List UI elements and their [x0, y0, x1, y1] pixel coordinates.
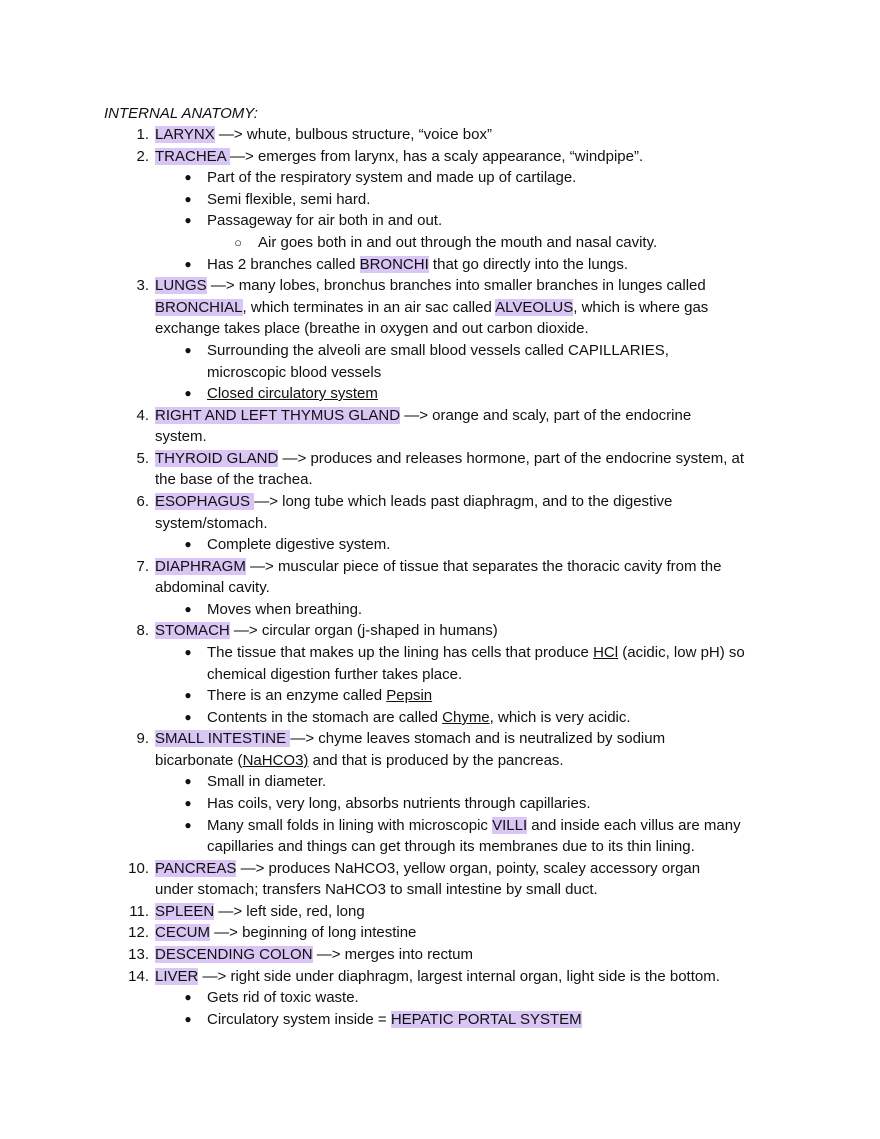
bullet-text-continuation: microscopic blood vessels	[207, 364, 382, 381]
bullet-icon: ●	[184, 386, 192, 400]
bullet-text	[207, 642, 745, 664]
bullet-icon: ●	[184, 602, 192, 616]
highlighted-term: BRONCHI	[359, 256, 429, 273]
text-span: , which is where gas	[573, 299, 709, 316]
list-number: 10.	[128, 860, 149, 877]
bullet-icon: ●	[184, 1012, 192, 1026]
bullet-text: Part of the respiratory system and made up of cartilage.	[207, 169, 577, 186]
bullet-text	[207, 815, 741, 837]
item-text: —> left side, red, long	[214, 903, 365, 920]
item-text: —> produces and releases hormone, part of the endocrine system, at	[278, 450, 745, 467]
highlighted-term: PANCREAS	[155, 860, 237, 877]
text-span: and that is produced by the pancreas.	[308, 752, 564, 769]
highlighted-term: DIAPHRAGM	[155, 558, 246, 575]
list-number: 13.	[128, 946, 149, 963]
item-text: —> whute, bulbous structure, “voice box”	[214, 126, 492, 143]
bullet-text	[207, 254, 628, 276]
page-title: INTERNAL ANATOMY:	[104, 105, 258, 122]
highlighted-term: LIVER	[155, 968, 199, 985]
list-item	[155, 922, 416, 944]
list-item-continuation: the base of the trachea.	[155, 471, 313, 488]
list-number: 4.	[136, 407, 149, 424]
bullet-icon: ●	[184, 213, 192, 227]
list-number: 9.	[136, 730, 149, 747]
bullet-text: Moves when breathing.	[207, 601, 363, 618]
list-item	[155, 448, 744, 470]
bullet-text	[207, 685, 432, 707]
bullet-text	[207, 1009, 582, 1031]
highlighted-term: TRACHEA	[155, 148, 231, 165]
bullet-text	[207, 707, 631, 729]
bullet-icon: ●	[184, 645, 192, 659]
item-text: —> right side under diaphragm, largest internal organ, light side is the bottom.	[198, 968, 720, 985]
text-span: The tissue that makes up the lining has cells that produce	[207, 644, 594, 661]
list-item	[155, 405, 691, 427]
text-span: Circulatory system inside =	[207, 1011, 391, 1028]
list-item	[155, 620, 498, 642]
item-text: —> circular organ (j-shaped in humans)	[229, 622, 498, 639]
text-span: , which terminates in an air sac called	[242, 299, 496, 316]
bullet-icon: ●	[184, 537, 192, 551]
bullet-text: Surrounding the alveoli are small blood vessels called CAPILLARIES,	[207, 342, 669, 359]
list-item	[155, 944, 473, 966]
highlighted-term: SMALL INTESTINE	[155, 730, 291, 747]
list-number: 8.	[136, 622, 149, 639]
text-span: , which is very acidic.	[489, 709, 631, 726]
bullet-text-continuation: chemical digestion further takes place.	[207, 666, 463, 683]
list-number: 3.	[136, 277, 149, 294]
bullet-text: Closed circulatory system	[207, 385, 378, 402]
list-item	[155, 556, 721, 578]
list-number: 1.	[136, 126, 149, 143]
bullet-icon: ●	[184, 774, 192, 788]
list-number: 14.	[128, 968, 149, 985]
item-text: —> merges into rectum	[312, 946, 474, 963]
bullet-icon: ●	[184, 818, 192, 832]
highlighted-term: ALVEOLUS	[495, 299, 574, 316]
highlighted-term: LARYNX	[155, 126, 215, 143]
highlighted-term: HEPATIC PORTAL SYSTEM	[390, 1011, 582, 1028]
list-item	[155, 275, 706, 297]
list-number: 12.	[128, 924, 149, 941]
bullet-text: Has coils, very long, absorbs nutrients through capillaries.	[207, 795, 591, 812]
list-item-continuation: exchange takes place (breathe in oxygen and out carbon dioxide.	[155, 320, 589, 337]
highlighted-term: VILLI	[492, 817, 528, 834]
list-item	[155, 966, 720, 988]
sub-bullet-icon: ○	[234, 235, 242, 250]
item-text: —> orange and scaly, part of the endocrine	[400, 407, 692, 424]
text-span: that go directly into the lungs.	[428, 256, 629, 273]
list-item	[155, 491, 672, 513]
list-number: 2.	[136, 148, 149, 165]
highlighted-term: LUNGS	[155, 277, 207, 294]
bullet-icon: ●	[184, 688, 192, 702]
item-text: —> long tube which leads past diaphragm, and to the digestive	[254, 493, 673, 510]
bullet-icon: ●	[184, 257, 192, 271]
item-text: —> many lobes, bronchus branches into smaller branches in lunges called	[206, 277, 706, 294]
highlighted-term: THYROID GLAND	[155, 450, 279, 467]
highlighted-term: STOMACH	[155, 622, 230, 639]
list-item-continuation	[155, 297, 708, 319]
underlined-term: Chyme	[442, 709, 490, 726]
underlined-term: HCl	[593, 644, 619, 661]
list-number: 11.	[129, 903, 149, 920]
bullet-icon: ●	[184, 170, 192, 184]
bullet-text: Semi flexible, semi hard.	[207, 191, 371, 208]
list-item-continuation: system/stomach.	[155, 515, 268, 532]
list-item	[155, 124, 492, 146]
highlighted-term: BRONCHIAL	[155, 299, 243, 316]
bullet-text: Complete digestive system.	[207, 536, 391, 553]
list-item-continuation: system.	[155, 428, 207, 445]
text-span: There is an enzyme called	[207, 687, 387, 704]
item-text: —> muscular piece of tissue that separates the thoracic cavity from the	[245, 558, 722, 575]
list-item	[155, 146, 643, 168]
list-number: 6.	[136, 493, 149, 510]
bullet-icon: ●	[184, 343, 192, 357]
list-item-continuation: under stomach; transfers NaHCO3 to small intestine by small duct.	[155, 881, 598, 898]
bullet-icon: ●	[184, 990, 192, 1004]
highlighted-term: ESOPHAGUS	[155, 493, 255, 510]
bullet-text: Passageway for air both in and out.	[207, 212, 443, 229]
text-span: Many small folds in lining with microscopic	[207, 817, 493, 834]
list-number: 7.	[136, 558, 149, 575]
item-text: —> beginning of long intestine	[210, 924, 417, 941]
bullet-icon: ●	[184, 796, 192, 810]
list-item	[155, 901, 365, 923]
highlighted-term: RIGHT AND LEFT THYMUS GLAND	[155, 407, 401, 424]
list-number: 5.	[136, 450, 149, 467]
highlighted-term: CECUM	[155, 924, 210, 941]
bullet-text: Gets rid of toxic waste.	[207, 989, 359, 1006]
bullet-icon: ●	[184, 192, 192, 206]
list-item	[155, 728, 665, 750]
highlighted-term: SPLEEN	[155, 903, 215, 920]
item-text: —> produces NaHCO3, yellow organ, pointy, scaley accessory organ	[236, 860, 701, 877]
underlined-term: NaHCO3)	[242, 752, 309, 769]
sub-bullet-text: Air goes both in and out through the mouth and nasal cavity.	[258, 234, 658, 251]
text-span: Contents in the stomach are called	[207, 709, 443, 726]
bullet-text-continuation: capillaries and things can get through its membranes due to its thin lining.	[207, 838, 695, 855]
bullet-text: Small in diameter.	[207, 773, 327, 790]
text-span: bicarbonate (	[155, 752, 243, 769]
list-item	[155, 858, 700, 880]
bullet-icon: ●	[184, 710, 192, 724]
text-span: Has 2 branches called	[207, 256, 360, 273]
item-text: —> emerges from larynx, has a scaly appearance, “windpipe”.	[230, 148, 644, 165]
underlined-term: Pepsin	[386, 687, 433, 704]
text-span: (acidic, low pH) so	[618, 644, 745, 661]
list-item-continuation: abdominal cavity.	[155, 579, 270, 596]
highlighted-term: DESCENDING COLON	[155, 946, 313, 963]
item-text: —> chyme leaves stomach and is neutralized by sodium	[290, 730, 666, 747]
text-span: and inside each villus are many	[527, 817, 741, 834]
list-item-continuation	[155, 750, 564, 772]
